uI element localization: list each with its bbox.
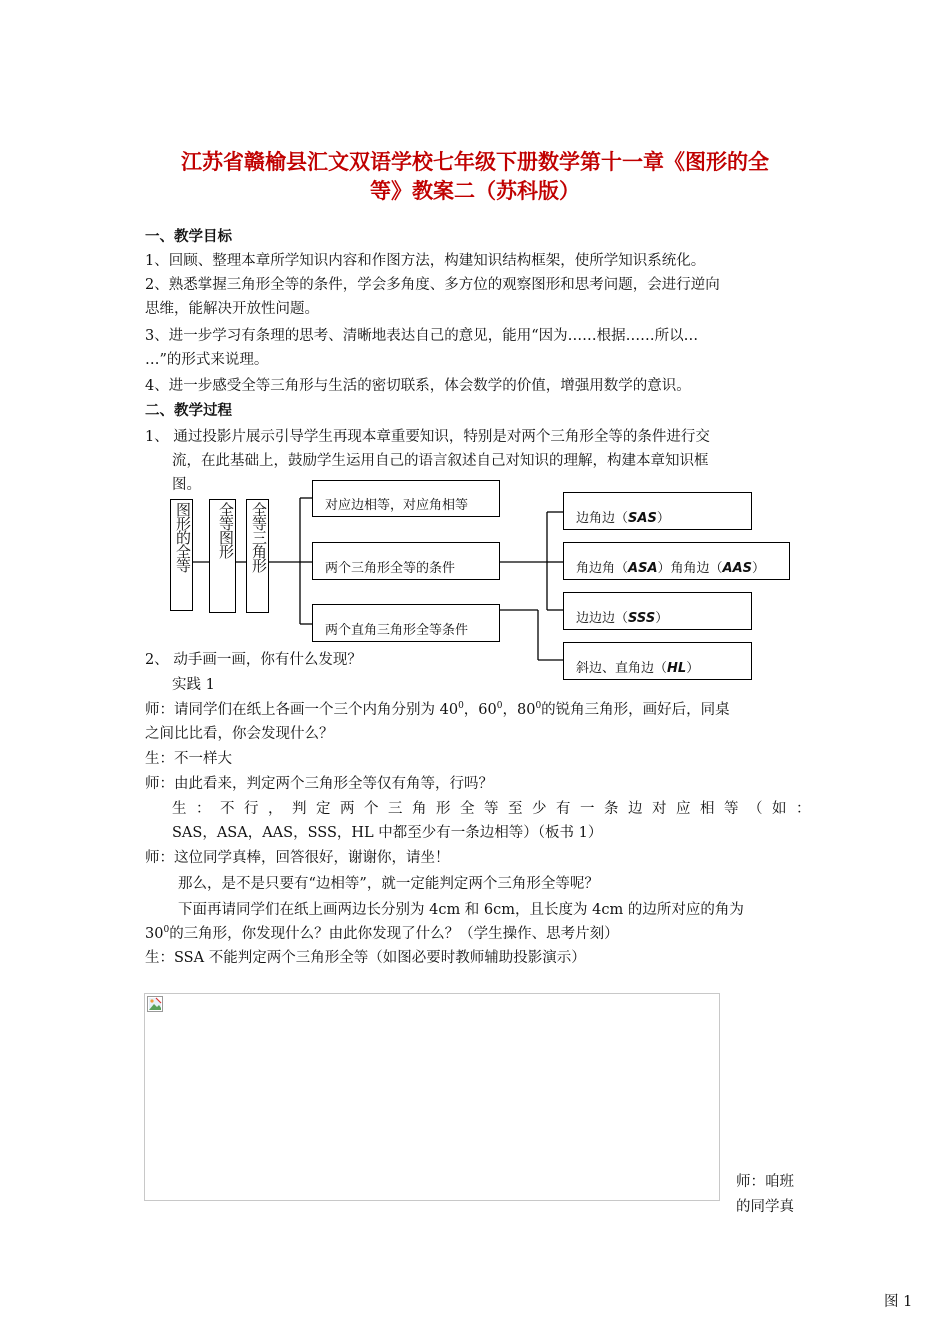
box-hl: [563, 642, 752, 680]
process-1a: 1、 通过投影片展示引导学生再现本章重要知识，特别是对两个三角形全等的条件进行交: [145, 429, 710, 445]
teacher-line-5b: $30^0$的三角形，你发现什么？由此你发现了什么？（学生操作、思考片刻）: [145, 925, 619, 942]
teacher-line-4: 那么，是不是只要有“边相等”，就一定能判定两个三角形全等呢？: [178, 876, 599, 892]
goal-4: 4、进一步感受全等三角形与生活的密切联系，体会数学的价值，增强用数学的意识。: [145, 378, 691, 394]
box-triangle-conditions-label: 两个三角形全等的条件: [325, 561, 456, 576]
student-line-2a: 生：不行，判定两个三角形全等至少有一条边对应相等（如：: [172, 801, 820, 817]
student-line-1: 生：不一样大: [145, 751, 232, 767]
figure-label: 图 1: [884, 1294, 913, 1310]
practice-prompt: 2、 动手画一画，你有什么发现？: [145, 652, 362, 668]
broken-image-icon: [147, 996, 163, 1012]
teacher-line-2: 师：由此看来，判定两个三角形全等仅有角等，行吗？: [145, 776, 493, 792]
goal-2b: 思维，能解决开放性问题。: [145, 301, 319, 317]
process-1c: 图。: [172, 477, 201, 493]
box-figure-congruence: 图形的全等: [170, 499, 193, 611]
title-line-2: 等》教案二（苏科版）: [370, 179, 580, 203]
section-heading-process: 二、教学过程: [145, 403, 232, 419]
box-corresponding-equal: [312, 480, 500, 517]
title-line-1: 江苏省赣榆县汇文双语学校七年级下册数学第十一章《图形的全: [181, 150, 769, 174]
box-triangle-conditions: [312, 542, 500, 580]
process-1b: 流，在此基础上，鼓励学生运用自己的语言叙述自己对知识的理解，构建本章知识框: [172, 453, 709, 469]
side-text-1: 师：咱班: [736, 1174, 794, 1190]
goal-3b: …”的形式来说理。: [145, 352, 269, 368]
box-congruent-triangles: 全等三角形: [246, 499, 269, 613]
goal-2a: 2、熟悉掌握三角形全等的条件，学会多角度、多方位的观察图形和思考问题，会进行逆向: [145, 277, 720, 293]
box-right-triangle-conditions-label: 两个直角三角形全等条件: [325, 623, 469, 638]
broken-image-placeholder: [144, 993, 720, 1201]
box-asa-aas-label: 角边角（ASA）角角边（AAS）: [576, 561, 766, 576]
teacher-line-3: 师：这位同学真棒，回答很好，谢谢你，请坐！: [145, 850, 450, 866]
box-hl-label: 斜边、直角边（HL）: [576, 661, 700, 676]
box-asa-aas: [563, 542, 790, 580]
box-sas: [563, 492, 752, 530]
box-sas-label: 边角边（SAS）: [576, 511, 670, 526]
box-congruent-figures: 全等图形: [209, 499, 236, 613]
teacher-line-5a: 下面再请同学们在纸上画两边长分别为 4cm 和 6cm，且长度为 4cm 的边所对应的角为: [178, 902, 744, 918]
teacher-line-1b: 之间比比看，你会发现什么？: [145, 726, 334, 742]
section-heading-goals: 一、教学目标: [145, 229, 232, 245]
side-text-2: 的同学真: [736, 1199, 794, 1215]
goal-1: 1、回顾、整理本章所学知识内容和作图方法，构建知识结构框架，使所学知识系统化。: [145, 253, 706, 269]
student-line-3: 生：SSA 不能判定两个三角形全等（如图必要时教师辅助投影演示）: [145, 950, 586, 966]
goal-3a: 3、进一步学习有条理的思考、清晰地表达自己的意见，能用“因为……根据……所以…: [145, 328, 699, 344]
box-sss: [563, 592, 752, 630]
student-line-2b: SAS，ASA，AAS，SSS，HL 中都至少有一条边相等）（板书 1）: [172, 825, 603, 841]
practice-1-label: 实践 1: [172, 677, 215, 693]
box-corresponding-equal-label: 对应边相等，对应角相等: [325, 498, 469, 513]
box-sss-label: 边边边（SSS）: [576, 611, 669, 626]
box-right-triangle-conditions: [312, 604, 500, 642]
teacher-line-1: 师：请同学们在纸上各画一个三个内角分别为 $40^0$，$60^0$，$80^0$的锐角三角形，画好后，同桌: [145, 701, 730, 718]
